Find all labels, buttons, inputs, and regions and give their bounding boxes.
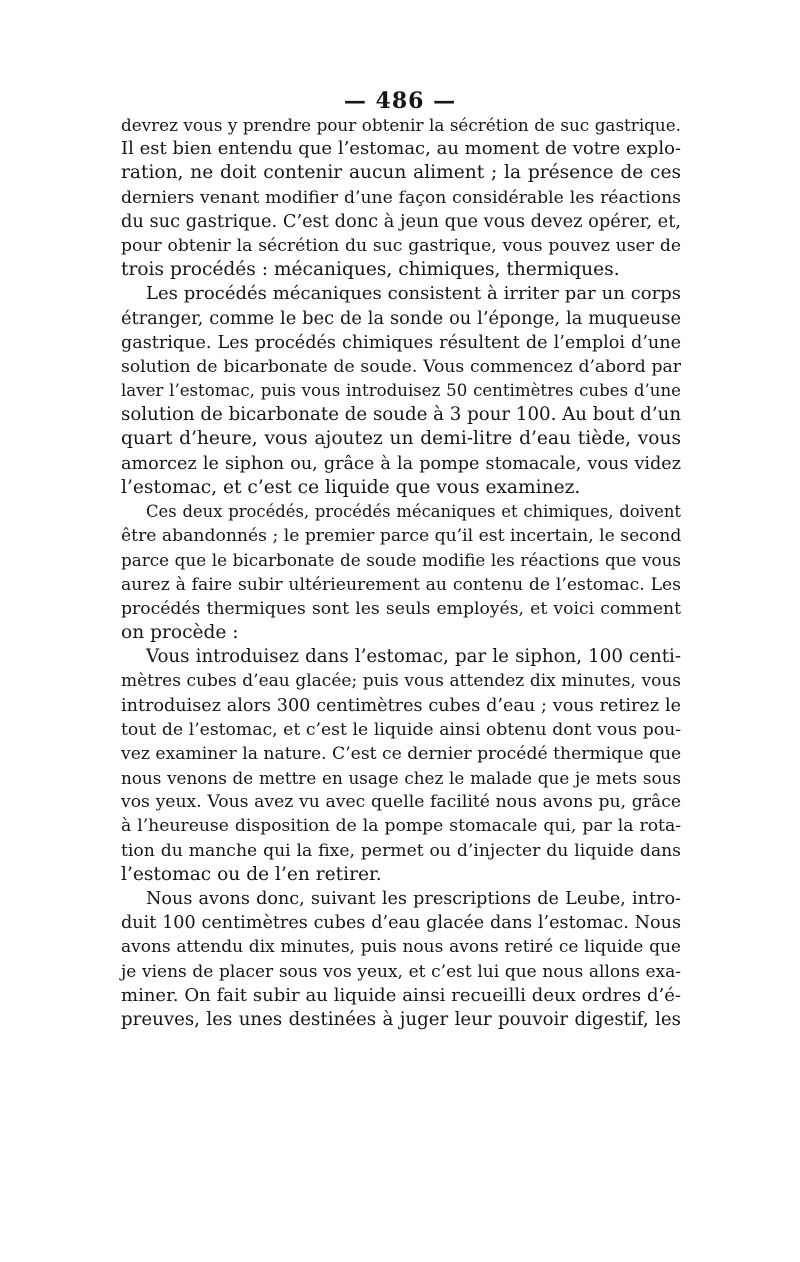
text-line: Les procédés mécaniques consistent à irriter par un corps: [146, 283, 681, 305]
text-line: introduisez alors 300 centimètres cubes d’eau ; vous retirez le: [121, 695, 681, 716]
text-line: être abandonnés ; le premier parce qu’il est incertain, le second: [121, 526, 682, 547]
text-line: duit 100 centimètres cubes d’eau glacée dans l’estomac. Nous: [121, 913, 681, 934]
text-line: Ces deux procédés, procédés mécaniques et chimiques, doivent: [146, 502, 681, 521]
body-text: [121, 113, 681, 1032]
text-line: Il est bien entendu que l’estomac, au moment de votre explo-: [121, 138, 681, 160]
text-line: étranger, comme le bec de la sonde ou l’éponge, la muqueuse: [121, 307, 681, 329]
text-line: gastrique. Les procédés chimiques résultent de l’emploi d’une: [121, 332, 681, 353]
text-line: tout de l’estomac, et c’est le liquide ainsi obtenu dont vous pou-: [121, 719, 681, 740]
text-line: solution de bicarbonate de soude. Vous commencez d’abord par: [121, 356, 681, 377]
text-line: devrez vous y prendre pour obtenir la sécrétion de suc gastrique.: [121, 115, 681, 135]
text-line: aurez à faire subir ultérieurement au contenu de l’estomac. Les: [121, 574, 681, 595]
text-line: Vous introduisez dans l’estomac, par le siphon, 100 centi-: [146, 646, 681, 668]
text-line: amorcez le siphon ou, grâce à la pompe stomacale, vous videz: [121, 453, 681, 474]
text-line: procédés thermiques sont les seuls employés, et voici comment: [121, 598, 681, 619]
page-number: — 486 —: [343, 88, 457, 114]
text-line: Nous avons donc, suivant les prescriptions de Leube, intro-: [146, 889, 681, 909]
text-line: trois procédés : mécaniques, chimiques, thermiques.: [121, 259, 620, 281]
text-line: avons attendu dix minutes, puis nous avons retiré ce liquide que: [121, 937, 681, 958]
text-line: miner. On fait subir au liquide ainsi recueilli deux ordres d’é-: [121, 984, 681, 1006]
text-line: à l’heureuse disposition de la pompe stomacale qui, par la rota-: [121, 816, 681, 837]
text-line: on procède :: [121, 621, 239, 643]
text-line: du suc gastrique. C’est donc à jeun que vous devez opérer, et,: [121, 210, 681, 232]
text-line: derniers venant modifier d’une façon considérable les réactions: [121, 187, 681, 208]
text-line: laver l’estomac, puis vous introduisez 50 centimètres cubes d’une: [121, 381, 681, 401]
text-line: solution de bicarbonate de soude à 3 pour 100. Au bout d’un: [121, 404, 682, 426]
text-line: ration, ne doit contenir aucun aliment ; la présence de ces: [121, 162, 681, 184]
text-line: nous venons de mettre en usage chez le malade que je mets sous: [121, 768, 681, 789]
text-line: quart d’heure, vous ajoutez un demi-litre d’eau tiède, vous: [121, 428, 681, 450]
text-line: mètres cubes d’eau glacée; puis vous attendez dix minutes, vous: [121, 671, 681, 692]
text-line: preuves, les unes destinées à juger leur pouvoir digestif, les: [121, 1008, 681, 1030]
text-line: l’estomac, et c’est ce liquide que vous examinez.: [121, 476, 581, 498]
text-line: je viens de placer sous vos yeux, et c’est lui que nous allons exa-: [121, 961, 681, 982]
text-line: parce que le bicarbonate de soude modifie les réactions que vous: [121, 550, 681, 571]
text-line: pour obtenir la sécrétion du suc gastrique, vous pouvez user de: [121, 235, 681, 256]
text-line: vez examiner la nature. C’est ce dernier procédé thermique que: [121, 743, 682, 764]
text-line: l’estomac ou de l’en retirer.: [121, 863, 382, 885]
text-line: tion du manche qui la fixe, permet ou d’injecter du liquide dans: [121, 840, 681, 861]
text-line: vos yeux. Vous avez vu avec quelle facilité nous avons pu, grâce: [121, 792, 681, 813]
